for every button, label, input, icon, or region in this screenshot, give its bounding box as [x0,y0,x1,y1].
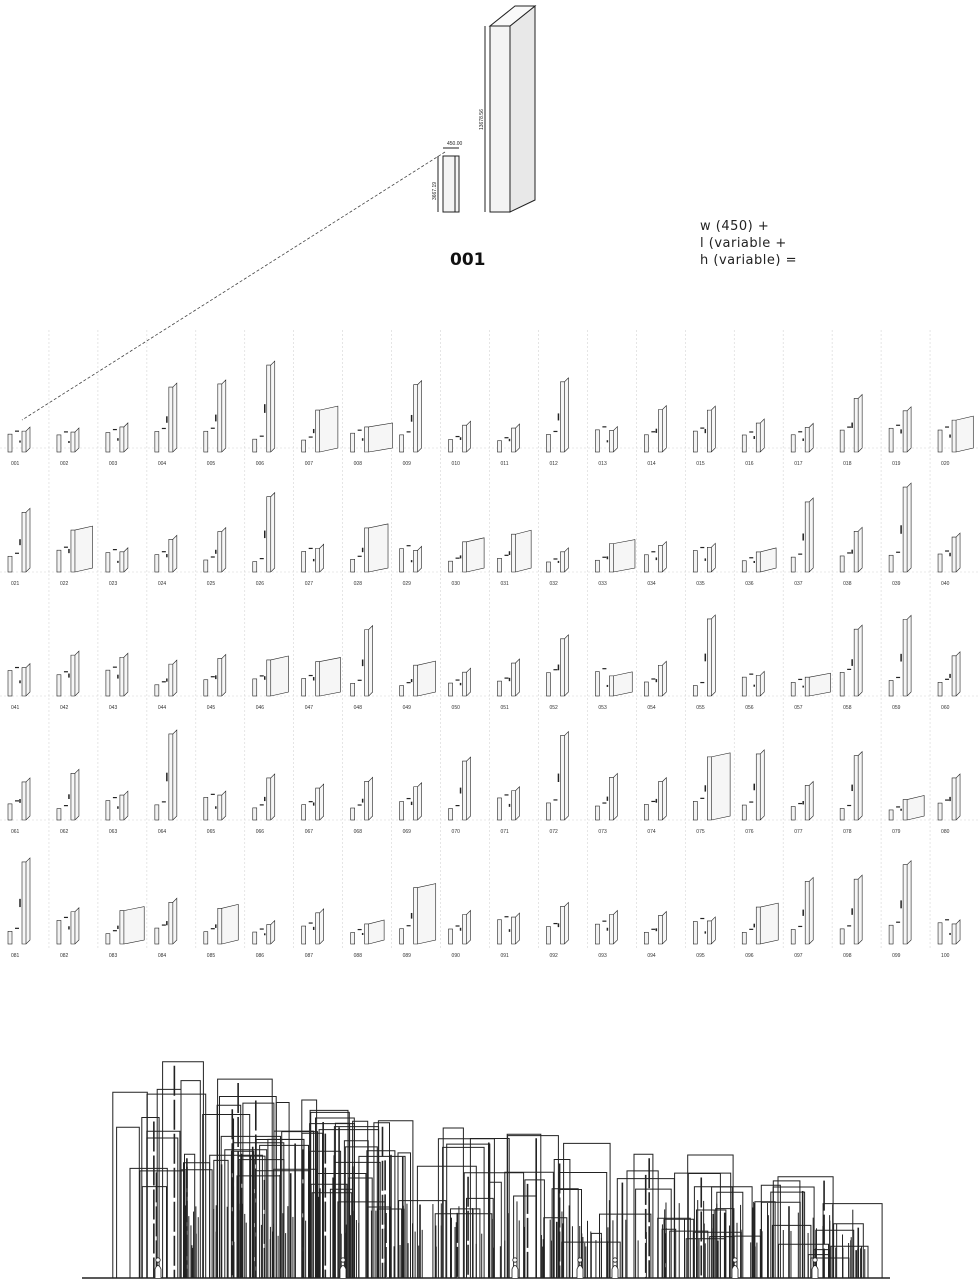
module-label: 041 [11,705,20,711]
module-elevation [449,683,453,696]
module-elevation [253,562,257,572]
module-label: 026 [255,581,265,587]
module-elevation [791,807,795,820]
module-label: 017 [794,461,803,467]
human-figure-head [341,1258,345,1262]
module-elevation [449,929,453,944]
hero-elevation-small [443,156,459,212]
module-label: 084 [157,953,167,959]
module-label: 036 [745,581,754,587]
human-figure-body [732,1266,738,1279]
module-label: 051 [500,705,509,711]
module-label: 003 [108,461,118,467]
hero-module-001 [438,6,535,212]
module-elevation [644,804,648,820]
module-label: 029 [402,581,411,587]
module-elevation [351,559,355,572]
module-label: 087 [304,953,314,959]
module-label: 006 [255,461,265,467]
module-elevation [253,808,257,820]
module-label: 038 [843,581,852,587]
module-elevation [595,806,599,820]
module-label: 078 [843,829,852,835]
hero-slab-front [490,26,510,212]
module-elevation [106,553,110,572]
module-slab [365,920,384,944]
module-elevation [449,440,453,452]
hero-label: 001 [450,250,486,270]
module-elevation [351,683,355,696]
module-slab [267,656,289,696]
module-elevation [204,797,208,820]
module-label: 077 [794,829,803,835]
module-label: 074 [647,829,656,835]
module-elevation [791,435,795,452]
module-label: 059 [892,705,901,711]
module-elevation [204,932,208,944]
module-label: 075 [696,829,705,835]
module-elevation [400,549,404,572]
module-elevation [8,671,12,696]
module-label: 089 [402,953,411,959]
module-elevation [351,933,355,944]
formula-line-2: l (variable + [700,236,787,251]
module-elevation [400,686,404,696]
module-label: 067 [304,829,314,835]
module-slab [463,538,485,572]
module-label: 052 [549,705,558,711]
module-elevation [253,932,257,944]
module-label: 068 [353,829,362,835]
module-elevation [644,932,648,944]
module-elevation [889,555,893,572]
module-label: 015 [696,461,705,467]
module-slab [218,904,238,944]
human-figure-head [613,1258,617,1262]
module-label: 025 [206,581,216,587]
module-slab [756,548,776,572]
module-elevation [8,434,12,452]
module-elevation [204,680,208,696]
module-label: 081 [11,953,20,959]
module-elevation [498,681,502,696]
formula-line-3: h (variable) = [700,253,797,268]
skyline-slab [505,1172,554,1278]
module-elevation [106,934,110,944]
module-elevation [840,430,844,452]
module-label: 076 [745,829,754,835]
module-elevation [302,805,306,820]
module-label: 043 [108,705,118,711]
human-figure-body [155,1266,161,1279]
module-grid [0,330,979,959]
module-elevation [938,554,942,572]
module-label: 035 [696,581,705,587]
human-figure-head [156,1258,160,1262]
module-label: 055 [696,705,705,711]
skyline-slab [490,1182,502,1278]
human-figure-body [577,1266,583,1279]
skyline-slab [564,1143,611,1278]
module-slab [120,907,144,944]
human-figure-head [578,1258,582,1262]
module-label: 061 [11,829,20,835]
module-elevation [546,434,550,452]
module-elevation [742,435,746,452]
module-slab [756,903,778,944]
module-elevation [400,435,404,452]
module-label: 030 [451,581,460,587]
module-elevation [155,928,159,944]
module-label: 065 [206,829,216,835]
module-slab [414,884,436,944]
module-elevation [595,672,599,696]
module-label: 054 [647,705,656,711]
module-label: 071 [500,829,509,835]
module-elevation [546,673,550,696]
module-elevation [155,805,159,820]
module-elevation [400,929,404,944]
module-label: 066 [255,829,265,835]
module-slab [903,796,924,820]
module-label: 022 [59,581,69,587]
module-label: 032 [549,581,558,587]
module-label: 056 [745,705,754,711]
human-figure-body [512,1266,518,1279]
module-elevation [400,802,404,820]
module-elevation [351,808,355,820]
module-elevation [302,679,306,696]
module-elevation [644,555,648,572]
module-label: 002 [59,461,69,467]
module-elevation [498,441,502,452]
module-elevation [644,435,648,452]
module-elevation [791,557,795,572]
module-label: 062 [59,829,69,835]
module-label: 079 [892,829,901,835]
module-label: 021 [11,581,20,587]
module-label: 096 [745,953,754,959]
module-elevation [693,431,697,452]
module-elevation [204,560,208,572]
module-elevation [546,803,550,820]
module-label: 008 [353,461,362,467]
module-elevation [204,431,208,452]
module-label: 034 [647,581,656,587]
module-label: 028 [353,581,362,587]
module-elevation [742,677,746,696]
module-elevation [840,809,844,820]
module-label: 012 [549,461,558,467]
module-label: 050 [451,705,460,711]
module-label: 045 [206,705,216,711]
skyline-slab [675,1173,731,1278]
module-label: 083 [108,953,118,959]
module-elevation [498,558,502,572]
module-elevation [889,428,893,452]
module-label: 085 [206,953,216,959]
module-slab [71,526,93,572]
skyline-slab [130,1168,167,1278]
module-elevation [449,809,453,820]
human-figure-head [733,1258,737,1262]
module-elevation [938,430,942,452]
module-elevation [644,682,648,696]
module-label: 082 [59,953,69,959]
module-slab [365,524,388,572]
module-label: 049 [402,705,411,711]
module-elevation [889,680,893,696]
module-label: 046 [255,705,265,711]
module-label: 057 [794,705,803,711]
module-label: 031 [500,581,509,587]
module-label: 019 [892,461,901,467]
module-elevation [8,556,12,572]
module-elevation [742,805,746,820]
module-label: 090 [451,953,460,959]
module-label: 094 [647,953,656,959]
module-elevation [351,433,355,452]
module-label: 063 [108,829,118,835]
module-elevation [8,931,12,944]
skyline-slab [243,1103,274,1278]
module-label: 013 [598,461,607,467]
module-label: 060 [941,705,950,711]
module-label: 048 [353,705,362,711]
module-elevation [693,686,697,696]
module-label: 001 [11,461,20,467]
module-elevation [253,679,257,696]
module-elevation [889,810,893,820]
module-label: 091 [500,953,509,959]
module-slab [316,406,338,452]
module-elevation [8,804,12,820]
module-label: 095 [696,953,705,959]
module-label: 088 [353,953,362,959]
human-figure-body [812,1266,818,1279]
module-slab [952,416,973,452]
module-slab [512,530,532,572]
module-elevation [546,562,550,572]
module-label: 039 [892,581,901,587]
module-label: 092 [549,953,558,959]
module-label: 099 [892,953,901,959]
module-label: 070 [451,829,460,835]
module-label: 073 [598,829,607,835]
module-elevation [791,929,795,944]
module-elevation [106,670,110,696]
module-elevation [693,801,697,820]
module-elevation [791,682,795,696]
hero-length-dim-text: 13678.56 [479,109,485,130]
module-elevation [546,927,550,944]
skyline-slab [508,1136,559,1278]
module-elevation [155,555,159,572]
module-label: 072 [549,829,558,835]
module-label: 033 [598,581,607,587]
module-label: 005 [206,461,216,467]
module-elevation [840,929,844,944]
module-label: 024 [157,581,167,587]
module-elevation [302,440,306,452]
module-elevation [938,803,942,820]
module-label: 007 [304,461,314,467]
module-label: 011 [500,461,509,467]
module-elevation [449,561,453,572]
module-slab [609,672,632,696]
module-label: 080 [941,829,950,835]
module-elevation [498,920,502,944]
module-slab [707,753,730,820]
module-elevation [57,435,61,452]
module-label: 020 [941,461,950,467]
skyline-elevation [82,1062,890,1278]
module-label: 040 [941,581,950,587]
module-label: 009 [402,461,411,467]
hero-height-dim-text: 3667.19 [432,181,438,200]
module-label: 093 [598,953,607,959]
leader-dashed-line [22,152,445,420]
module-label: 058 [843,705,852,711]
module-label: 016 [745,461,754,467]
module-label: 023 [108,581,118,587]
module-label: 037 [794,581,803,587]
module-elevation [57,675,61,696]
module-elevation [57,920,61,944]
module-label: 027 [304,581,314,587]
module-elevation [742,932,746,944]
human-figure-head [813,1258,817,1262]
module-elevation [106,433,110,452]
skyline-slab [773,1181,800,1278]
human-figure-body [340,1266,346,1279]
module-elevation [253,439,257,452]
module-elevation [595,560,599,572]
module-label: 053 [598,705,607,711]
module-elevation [840,556,844,572]
module-elevation [155,685,159,696]
skyline-slab [117,1127,140,1278]
module-label: 018 [843,461,852,467]
module-label: 100 [941,953,950,959]
formula-line-1: w (450) + [700,219,770,234]
module-elevation [889,925,893,944]
module-elevation [840,672,844,696]
module-label: 004 [157,461,167,467]
module-label: 086 [255,953,265,959]
module-elevation [742,561,746,572]
module-label: 014 [647,461,656,467]
module-elevation [57,809,61,820]
module-elevation [302,926,306,944]
module-label: 047 [304,705,314,711]
module-label: 042 [59,705,69,711]
formula-block [700,218,797,269]
module-elevation [302,551,306,572]
human-figure-head [513,1258,517,1262]
module-elevation [595,430,599,452]
hero-width-dim-text: 450.00 [447,141,463,147]
module-slab [414,661,436,696]
module-label: 044 [157,705,167,711]
skyline-slab [634,1154,653,1278]
module-elevation [693,922,697,944]
module-label: 010 [451,461,460,467]
module-elevation [57,550,61,572]
module-elevation [938,923,942,944]
hero-slab-side [510,6,535,212]
skyline-slab [627,1171,658,1278]
module-elevation [938,682,942,696]
module-elevation [155,431,159,452]
module-label: 098 [843,953,852,959]
module-elevation [693,551,697,572]
module-elevation [595,924,599,944]
module-elevation [106,801,110,820]
module-elevation [498,798,502,820]
human-figure-body [612,1266,618,1279]
module-label: 064 [157,829,167,835]
module-label: 097 [794,953,803,959]
module-label: 069 [402,829,411,835]
